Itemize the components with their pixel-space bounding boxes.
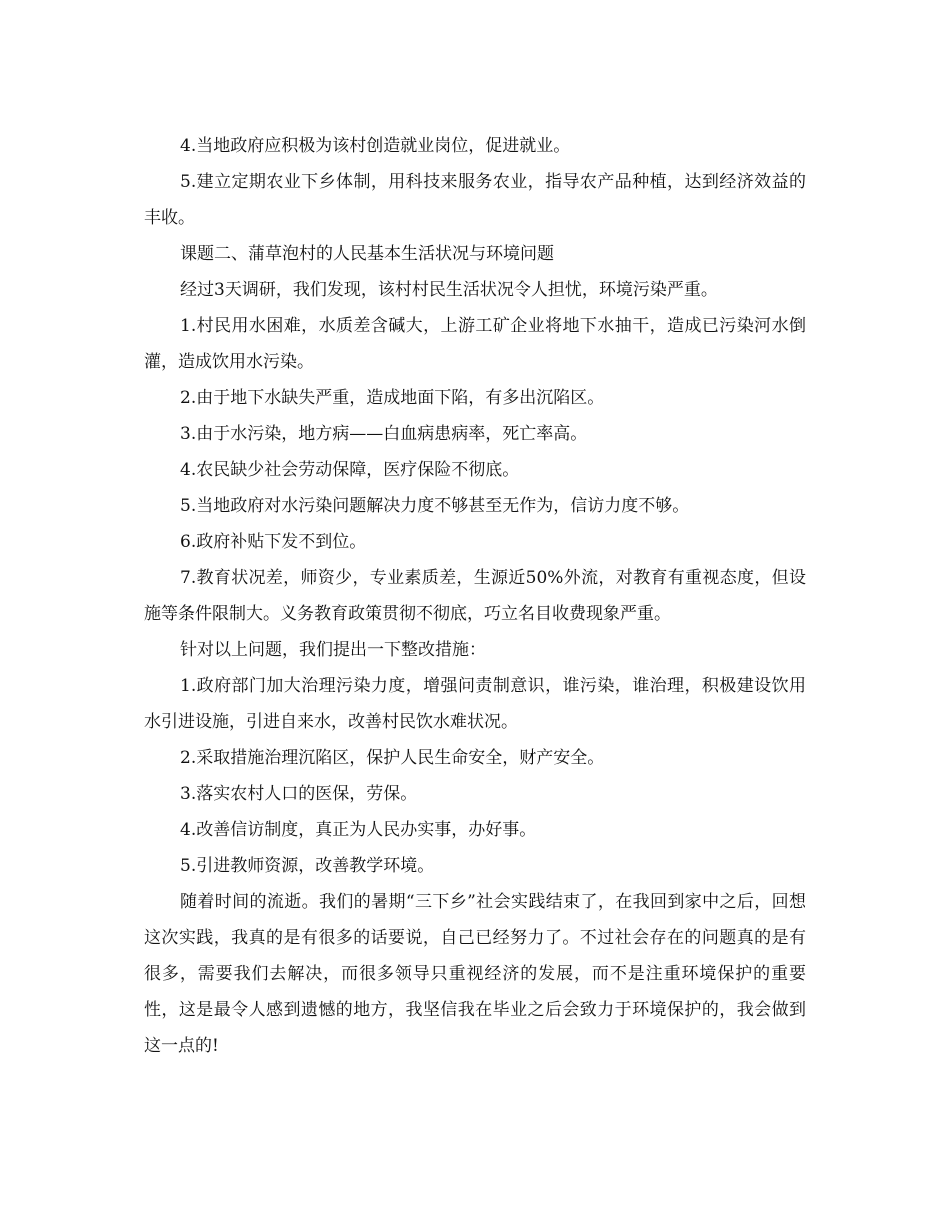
paragraph-findings-intro: 经过3天调研，我们发现，该村村民生活状况令人担忧，环境污染严重。 (180, 280, 718, 300)
paragraph-remedy-4: 4.改善信访制度，真正为人民办实事，办好事。 (180, 820, 537, 840)
document-body (144, 128, 806, 1064)
paragraph-remedy-5: 5.引进教师资源，改善教学环境。 (180, 856, 435, 876)
paragraph-measure-5: 5.建立定期农业下乡体制，用科技来服务农业，指导农产品种植，达到经济效益的丰收。 (144, 172, 806, 228)
section-heading-topic-2: 课题二、蒲草泡村的人民基本生活状况与环境问题 (180, 244, 554, 264)
paragraph-measure-4: 4.当地政府应积极为该村创造就业岗位，促进就业。 (180, 136, 571, 156)
paragraph-problem-1: 1.村民用水困难，水质差含碱大，上游工矿企业将地下水抽干，造成已污染河水倒灌，造成饮用水污染。 (144, 316, 806, 372)
paragraph-problem-7: 7.教育状况差，师资少，专业素质差，生源近50%外流，对教育有重视态度，但设施等条件限制大。义务教育政策贯彻不彻底，巧立名目收费现象严重。 (144, 568, 806, 624)
paragraph-problem-5: 5.当地政府对水污染问题解决力度不够甚至无作为，信访力度不够。 (180, 496, 690, 516)
paragraph-remedy-3: 3.落实农村人口的医保，劳保。 (180, 784, 418, 804)
paragraph-conclusion: 随着时间的流逝。我们的暑期“三下乡”社会实践结束了，在我回到家中之后，回想这次实践，我真的是有很多的话要说，自己已经努力了。不过社会存在的问题真的是有很多，需要我们去解决，而很多领导只重视经济的发展，而不是注重环境保护的重要性，这是最令人感到遗憾的地方，我坚信我在毕业之后会致力于环境保护的，我会做到这一点的! (144, 892, 806, 1056)
paragraph-remedy-1: 1.政府部门加大治理污染力度，增强问责制意识，谁污染，谁治理，积极建设饮用水引进设施，引进自来水，改善村民饮水难状况。 (144, 676, 806, 732)
paragraph-problem-3: 3.由于水污染，地方病——白血病患病率，死亡率高。 (180, 424, 588, 444)
paragraph-problem-2: 2.由于地下水缺失严重，造成地面下陷，有多出沉陷区。 (180, 388, 605, 408)
paragraph-remedy-2: 2.采取措施治理沉陷区，保护人民生命安全，财产安全。 (180, 748, 605, 768)
paragraph-measures-intro: 针对以上问题，我们提出一下整改措施： (180, 640, 486, 660)
paragraph-problem-6: 6.政府补贴下发不到位。 (180, 532, 367, 552)
paragraph-problem-4: 4.农民缺少社会劳动保障，医疗保险不彻底。 (180, 460, 520, 480)
